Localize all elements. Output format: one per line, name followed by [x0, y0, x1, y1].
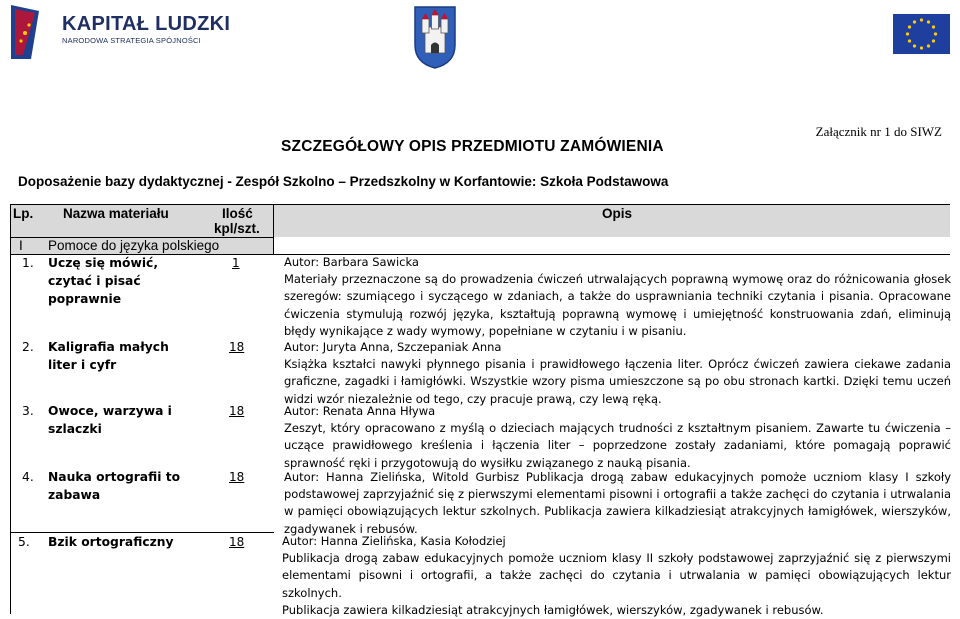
row-number: 1. — [22, 256, 34, 270]
row-name: Owoce, warzywa i szlaczki — [48, 404, 172, 436]
col-header-name: Nazwa materiału — [63, 206, 169, 221]
col-header-lp: Lp. — [13, 206, 34, 221]
row-name: Bzik ortograficzny — [48, 535, 174, 549]
row-name: Kaligrafia małych liter i cyfr — [48, 340, 169, 372]
row-number: 4. — [22, 470, 34, 484]
row-description: Autor: Barbara Sawicka Materiały przeznaczone są do prowadzenia ćwiczeń utrwalających poprawną wymowę oraz do różnicowania głosek szeregów: szumiącego i syczącego w zdaniach, a także do usprawniania techniki czytania i pisania. Opracowane ćwiczenia stymulują rozwój języka, kształtują poprawną wymowę i umiejętność konstruowania zdań, eliminują błędy wynikające z wady wymowy, popełniane w czytaniu i w pisaniu. — [284, 255, 951, 338]
kapital-ludzki-logo-icon — [9, 3, 47, 61]
row-qty: 18 — [229, 404, 245, 418]
row-qty: 1 — [232, 256, 240, 270]
row-name: Uczę się mówić, czytać i pisać poprawnie — [48, 256, 159, 306]
section-label: Pomoce do języka polskiego — [48, 238, 220, 253]
brand-title: KAPITAŁ LUDZKI — [62, 13, 231, 35]
page-title: SZCZEGÓŁOWY OPIS PRZEDMIOTU ZAMÓWIENIA — [281, 138, 664, 155]
row-description: Autor: Renata Anna Hływa Zeszyt, który opracowano z myślą o dzieciach mających trudności z kształtnym pisaniem. Zawarte tu ćwiczenia – uczące prawidłowego kreślenia i łączenia liter – poprzedzone zostały zadaniami, które pomagają poprawić sprawność ręki i przygotowują do wysiłku związanego z nauką pisania. — [284, 404, 951, 470]
col-header-qty-unit: kpl/szt. — [214, 221, 260, 236]
section-number: I — [19, 238, 23, 253]
row-number: 3. — [22, 404, 34, 418]
row-number: 5. — [18, 535, 30, 549]
brand-subtitle: NARODOWA STRATEGIA SPÓJNOŚCI — [62, 36, 201, 45]
row-qty: 18 — [229, 340, 245, 354]
row-qty: 18 — [229, 535, 245, 549]
col-header-desc: Opis — [602, 206, 633, 221]
row-number: 2. — [22, 340, 34, 354]
eu-flag-icon — [893, 14, 950, 54]
attachment-label: Załącznik nr 1 do SIWZ — [815, 124, 942, 139]
row-description: Autor: Hanna Zielińska, Witold Gurbisz Publikacja drogą zabaw edukacyjnych pomoże uczniom klasy I szkoły podstawowej zaprzyjaźnić się z pierwszymi elementami pisowni i ortografii a także zachęci do czytania i utrwalania w pamięci obowiązujących lektur szkolnych. Publikacja zawiera kilkadziesiąt atrakcyjnych łamigłówek, wierszyków, zgadywanek i rebusów. — [284, 470, 951, 536]
town-crest-icon — [413, 5, 457, 70]
row-description: Autor: Juryta Anna, Szczepaniak Anna Książka kształci nawyki płynnego pisania i prawidłowego łączenia liter. Oprócz ćwiczeń zawiera ciekawe zadania graficzne, zagadki i łamigłówki. Wszystkie wzory pisma umieszczone są po obu stronach kartki. Dzięki temu uczeń widzi wzór niezależnie od tego, czy pracuje prawą, czy lewą ręką. — [284, 340, 951, 406]
row-description: Autor: Hanna Zielińska, Kasia Kołodziej Publikacja drogą zabaw edukacyjnych pomoże uczniom klasy II szkoły podstawowej zaprzyjaźnić się z pierwszymi elementami pisowni i ortografii, a także zachęci do czytania i utrwalania w pamięci obowiązujących lektur szkolnych. Publikacja zawiera kilkadziesiąt atrakcyjnych łamigłówek, wierszyków, zgadywanek i rebusów. — [282, 534, 951, 617]
document-subtitle: Doposażenie bazy dydaktycznej - Zespół Szkolno – Przedszkolny w Korfantowie: Szkoła Podstawowa — [18, 174, 669, 189]
brand-text — [62, 13, 230, 45]
row-qty: 18 — [229, 470, 245, 484]
col-header-qty: Ilość — [222, 206, 253, 221]
row-name: Nauka ortografii to zabawa — [48, 470, 181, 502]
